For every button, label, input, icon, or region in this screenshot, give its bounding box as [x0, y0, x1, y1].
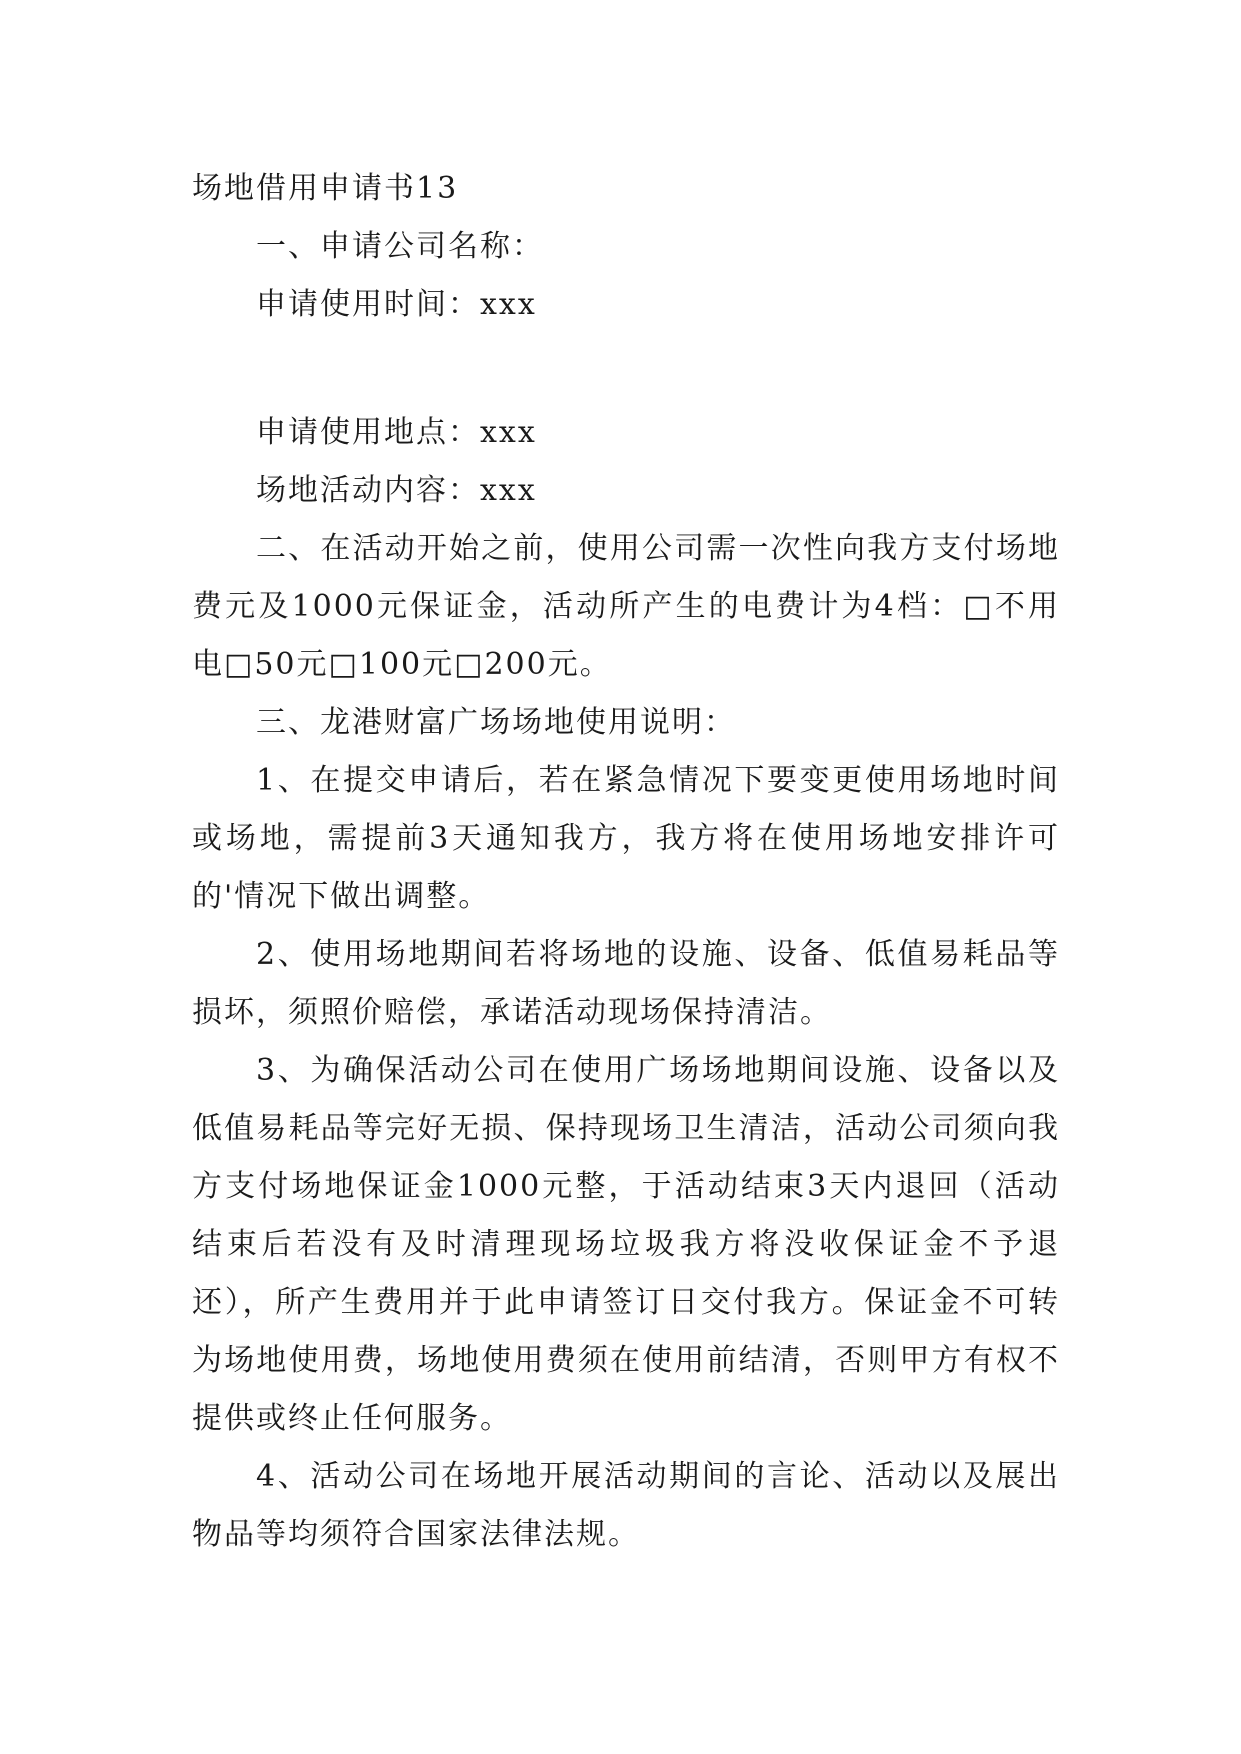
- paragraph-fees: 二、在活动开始之前，使用公司需一次性向我方支付场地费元及1000元保证金，活动所产生的电费计为4档：□不用电□50元□100元□200元。: [192, 531, 1060, 682]
- field-use-place: 申请使用地点：xxx: [256, 415, 537, 450]
- blank-gap: [192, 334, 1060, 404]
- paragraph-rule-4: 4、活动公司在场地开展活动期间的言论、活动以及展出物品等均须符合国家法律法规。: [192, 1459, 1060, 1552]
- field-activity-content: 场地活动内容：xxx: [256, 473, 537, 508]
- field-company-name: 一、申请公司名称：: [256, 229, 544, 264]
- paragraph-rule-3: 3、为确保活动公司在使用广场场地期间设施、设备以及低值易耗品等完好无损、保持现场卫生清洁，活动公司须向我方支付场地保证金1000元整，于活动结束3天内退回（活动结束后若没有及时清理现场垃圾我方将没收保证金不予退还），所产生费用并于此申请签订日交付我方。保证金不可转为场地使用费，场地使用费须在使用前结清，否则甲方有权不提供或终止任何服务。: [192, 1053, 1060, 1436]
- paragraph-usage-heading: 三、龙港财富广场场地使用说明：: [256, 705, 736, 740]
- document-body: [192, 160, 1060, 1564]
- paragraph-rule-1: 1、在提交申请后，若在紧急情况下要变更使用场地时间或场地，需提前3天通知我方，我方将在使用场地安排许可的'情况下做出调整。: [192, 763, 1060, 914]
- field-use-time: 申请使用时间：xxx: [256, 287, 537, 322]
- paragraph-rule-2: 2、使用场地期间若将场地的设施、设备、低值易耗品等损坏，须照价赔偿，承诺活动现场保持清洁。: [192, 937, 1060, 1030]
- document-title: 场地借用申请书13: [192, 171, 459, 206]
